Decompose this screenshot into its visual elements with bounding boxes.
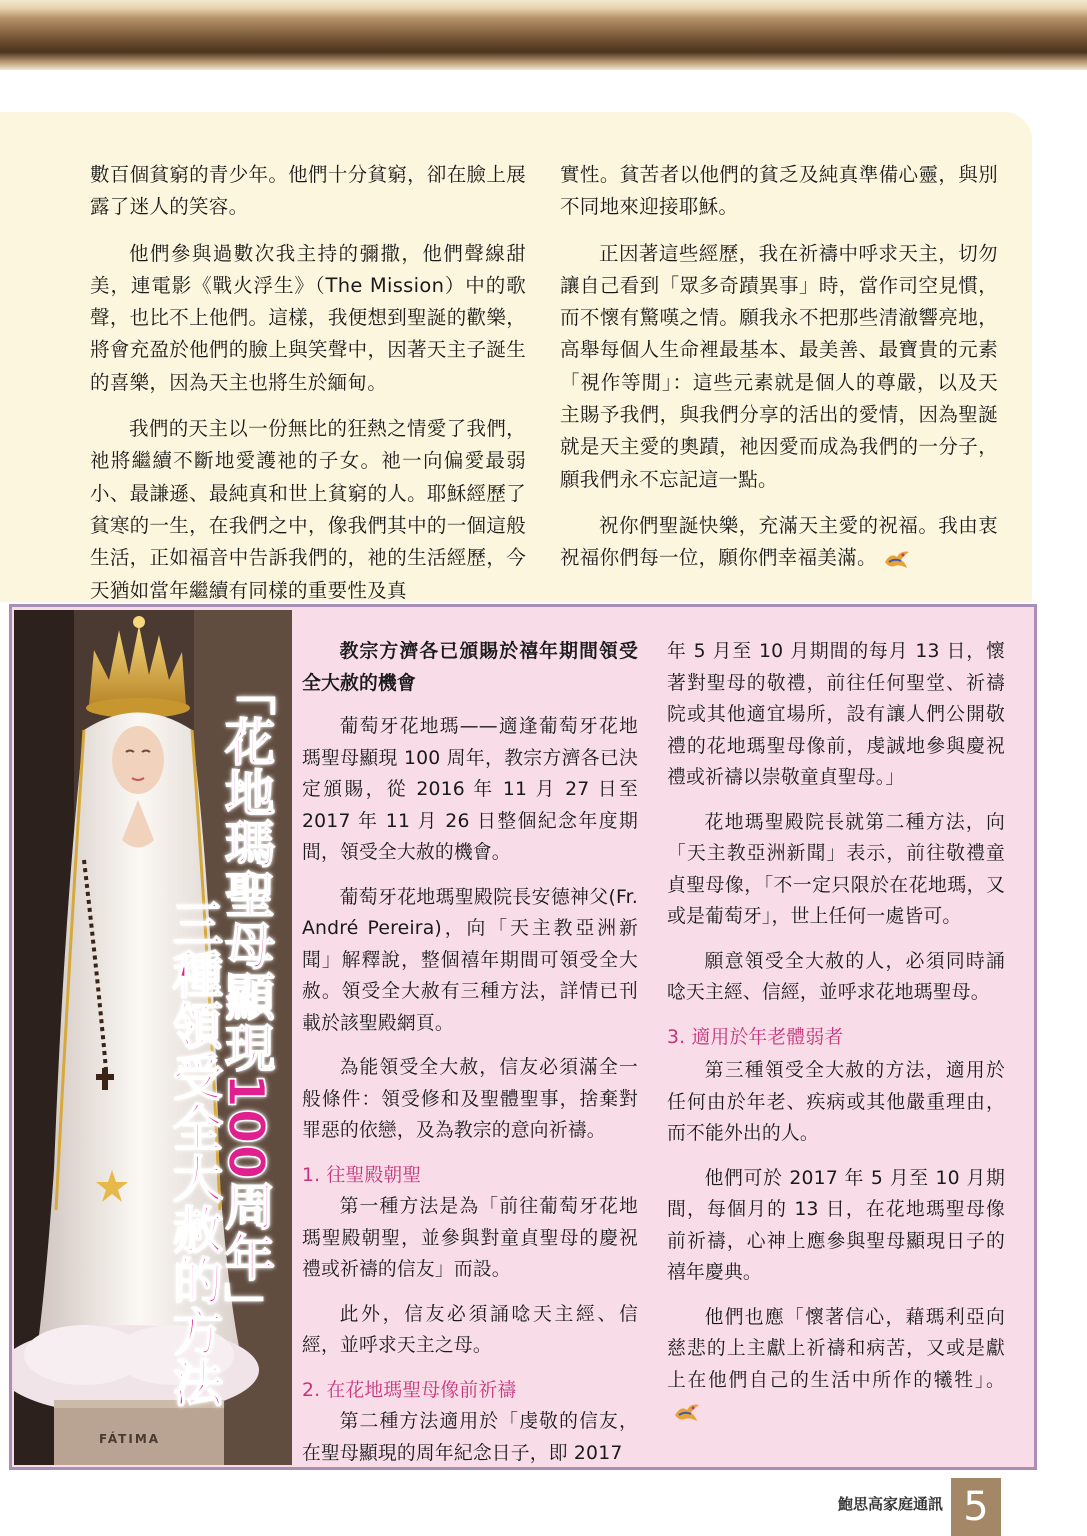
article-paragraph (560, 510, 998, 575)
article-paragraph: 我們的天主以一份無比的狂熱之情愛了我們，祂將繼續不斷地愛護祂的子女。祂一向偏愛最弱小、最謙遜、最純真和世上貧窮的人。耶穌經歷了貧寒的一生，在我們之中，像我們其中的一個這般生活，正如福音中告訴我們的，祂的生活經歷，今天猶如當年繼續有同樣的重要性及真 (90, 417, 526, 602)
feature-paragraph: 此外，信友必須誦唸天主經、信經，並呼求天主之母。 (302, 1303, 638, 1356)
dove-end-mark-icon (673, 1401, 701, 1423)
feature-right-column (667, 636, 1005, 1428)
feature-paragraph (667, 1302, 1005, 1428)
article-right-column (560, 159, 998, 589)
feature-paragraph: 第三種領受全大赦的方法，適用於任何由於年老、疾病或其他嚴重理由，而不能外出的人。 (667, 1060, 1005, 1144)
feature-paragraph: 第二種方法適用於「虔敬的信友，在聖母顯現的周年紀念日子，即 2017 (302, 1411, 638, 1464)
feature-paragraph: 為能領受全大赦，信友必須滿全一般條件：領受修和及聖體聖事，捨棄對罪惡的依戀，及為教宗的意向祈禱。 (302, 1057, 638, 1141)
feature-paragraph: 願意領受全大赦的人，必須同時誦唸天主經、信經，並呼求花地瑪聖母。 (667, 950, 1005, 1003)
article-left-column (90, 159, 526, 621)
statue-label: FÁTIMA (99, 1432, 161, 1446)
section-1-title: 1. 往聖殿朝聖 (302, 1164, 422, 1186)
feature-paragraph: 花地瑪聖殿院長就第二種方法，向「天主教亞洲新聞」表示，前往敬禮童貞聖母像，「不一定只限於在花地瑪，又或是葡萄牙」，世上任何一處皆可。 (667, 811, 1005, 927)
feature-paragraph: 葡萄牙花地瑪聖殿院長安德神父(Fr. André Pereira)，向「天主教亞洲新聞」解釋說，整個禧年期間可領受全大赦。領受全大赦有三種方法，詳情已刊載於該聖殿網頁。 (302, 886, 638, 1034)
feature-paragraph: 葡萄牙花地瑪——適逢葡萄牙花地瑪聖母顯現 100 周年，教宗方濟各已決定頒賜，從 2016 年 11 月 27 日至 2017 年 11 月 26 日整個紀念年度期間，領受全大赦的機會。 (302, 716, 638, 863)
closing-text: 祝你們聖誕快樂，充滿天主愛的祝福。我由衷祝福你們每一位，願你們幸福美滿。 (560, 513, 998, 570)
article-paragraph: 數百個貧窮的青少年。他們十分貧窮，卻在臉上展露了迷人的笑容。 (90, 163, 526, 219)
feature-title-line-1: 「花地瑪聖母顯現100周年」 (217, 665, 275, 1334)
feature-heading: 教宗方濟各已頒賜於禧年期間領受全大赦的機會 (302, 641, 638, 694)
article-paragraph: 他們參與過數次我主持的彌撒，他們聲線甜美，連電影《戰火浮生》（The Mission）中的歌聲，也比不上他們。這樣，我便想到聖誕的歡樂，將會充盈於他們的臉上與笑聲中，因著天主子誕生的喜樂，因為天主也將生於緬甸。 (90, 241, 526, 394)
feature-title-line-2: 三種領受全大赦的方法 (165, 898, 223, 1408)
section-3-title: 3. 適用於年老體弱者 (667, 1026, 844, 1048)
article-paragraph: 正因著這些經歷，我在祈禱中呼求天主，切勿讓自己看到「眾多奇蹟異事」時，當作司空見慣，而不懷有驚嘆之情。願我永不把那些清澈響亮地，高舉每個人生命裡最基本、最美善、最寶貴的元素「視作等閒」：這些元素就是個人的尊嚴，以及天主賜予我們，與我們分享的活出的愛情，因為聖誕就是天主愛的奧蹟，祂因愛而成為我們的一分子，願我們永不忘記這一點。 (560, 241, 998, 491)
page-number: 5 (951, 1478, 1001, 1536)
feature-paragraph: 第一種方法是為「前往葡萄牙花地瑪聖殿朝聖，並參與對童貞聖母的慶祝禮或祈禱的信友」而設。 (302, 1196, 638, 1280)
dove-end-mark-icon (883, 548, 911, 570)
publication-name: 鮑思高家庭通訊 (838, 1495, 944, 1513)
header-band (0, 0, 1087, 70)
section-2-title: 2. 在花地瑪聖母像前祈禱 (302, 1379, 517, 1401)
feature-paragraph: 他們可於 2017 年 5 月至 10 月期間，每個月的 13 日，在花地瑪聖母像前祈禱，心神上應參與聖母顯現日子的禧年慶典。 (667, 1167, 1005, 1283)
closing-text: 他們也應「懷著信心，藉瑪利亞向慈悲的上主獻上祈禱和病苦，又或是獻上在他們自己的生活中所作的犧牲」。 (667, 1306, 1005, 1391)
article-paragraph: 實性。貧苦者以他們的貧乏及純真準備心靈，與別不同地來迎接耶穌。 (560, 163, 998, 219)
feature-paragraph: 年 5 月至 10 月期間的每月 13 日，懷著對聖母的敬禮，前往任何聖堂、祈禱院或其他適宜場所，設有讓人們公開敬禮的花地瑪聖母像前，虔誠地參與慶祝禮或祈禱以崇敬童貞聖母。」 (667, 641, 1005, 788)
feature-middle-column (302, 636, 638, 1469)
